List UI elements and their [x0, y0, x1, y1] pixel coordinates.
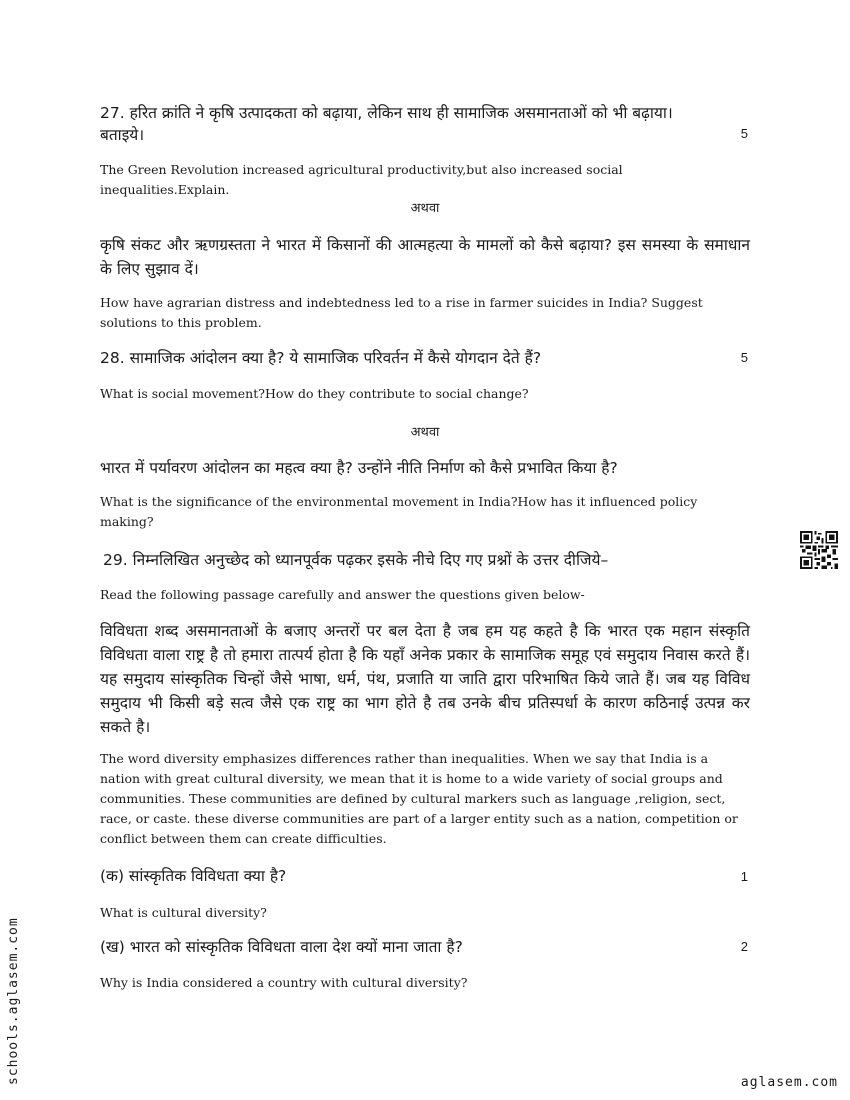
q29-passage-hindi: विविधता शब्द असमानताओं के बजाए अन्तरों पर बल देता है जब हम यह कहते है कि भारत एक महान संस्कृति विविधता वाला राष्ट्र है तो हमारा तात्पर्य होता है कि यहाँ अनेक प्रकार के सामाजिक समूह एवं समुदाय निवास करते हैं। यह समुदाय सांस्कृतिक चिन्हों जैसे भाषा, धर्म, पंथ, प्रजाति या जाति द्वारा परिभाषित किये जाते हैं। जब यह विविध समुदाय भी किसी बड़े सत्व जैसे एक राष्ट्र का भाग होते है तब उनके बीच प्रतिस्पर्धा के कारण कठिनाई उत्पन्न कर सकते है। — [100, 622, 750, 736]
q27-alt-english: How have agrarian distress and indebtedness led to a rise in farmer suicides in India? Suggest solutions to this problem. — [100, 295, 703, 330]
side-watermark: schools.aglasem.com — [6, 917, 21, 1085]
q29a-marks: 1 — [740, 869, 748, 884]
q28-marks: 5 — [740, 350, 748, 365]
q29b-hindi: (ख) भारत को सांस्कृतिक विविधता वाला देश क्यों माना जाता है? — [100, 938, 463, 956]
footer-site: aglasem.com — [740, 1075, 838, 1090]
q28-alt-english: What is the significance of the environmental movement in India?How has it influenced policy making? — [100, 494, 698, 529]
q27-or-label: अथवा — [410, 201, 440, 216]
q27-alt-hindi: कृषि संकट और ऋणग्रस्तता ने भारत में किसानों की आत्महत्या के मामलों को कैसे बढ़ाया? इस समस्या के समाधान के लिए सुझाव दें। — [100, 236, 750, 278]
q29-hindi: 29. निम्नलिखित अनुच्छेद को ध्यानपूर्वक पढ़कर इसके नीचे दिए गए प्रश्नों के उत्तर दीजिये– — [103, 551, 609, 569]
q29-passage-english: The word diversity emphasizes differences rather than inequalities. When we say that India is a nation with great cultural diversity, we mean that it is home to a wide variety of social groups and communities. These communities are defined by cultural markers such as language ,religion, sect, race, or caste. these diverse communities are part of a larger entity such as a nation, competition or conflict between them can create difficulties. — [100, 751, 738, 846]
q29a-english: What is cultural diversity? — [100, 905, 267, 920]
q29-english: Read the following passage carefully and answer the questions given below- — [100, 587, 585, 602]
q28-or-label: अथवा — [410, 425, 440, 440]
q27-english: The Green Revolution increased agricultural productivity,but also increased social inequalities.Explain. — [100, 162, 623, 197]
q28-english: What is social movement?How do they contribute to social change? — [100, 386, 529, 401]
q27-hindi-cont: बताइये। — [100, 126, 145, 144]
q29b-english: Why is India considered a country with cultural diversity? — [100, 975, 468, 990]
q28-hindi: 28. सामाजिक आंदोलन क्या है? ये सामाजिक परिवर्तन में कैसे योगदान देते हैं? — [100, 349, 542, 367]
q27-hindi: 27. हरित क्रांति ने कृषि उत्पादकता को बढ़ाया, लेकिन साथ ही सामाजिक असमानताओं को भी बढ़ाया। — [100, 104, 673, 122]
q28-alt-hindi: भारत में पर्यावरण आंदोलन का महत्व क्या है? उन्होंने नीति निर्माण को कैसे प्रभावित किया है? — [100, 459, 618, 477]
q27-marks: 5 — [740, 126, 748, 141]
qr-code-icon — [800, 531, 838, 569]
q29b-marks: 2 — [740, 939, 748, 954]
q29a-hindi: (क) सांस्कृतिक विविधता क्या है? — [100, 867, 287, 885]
